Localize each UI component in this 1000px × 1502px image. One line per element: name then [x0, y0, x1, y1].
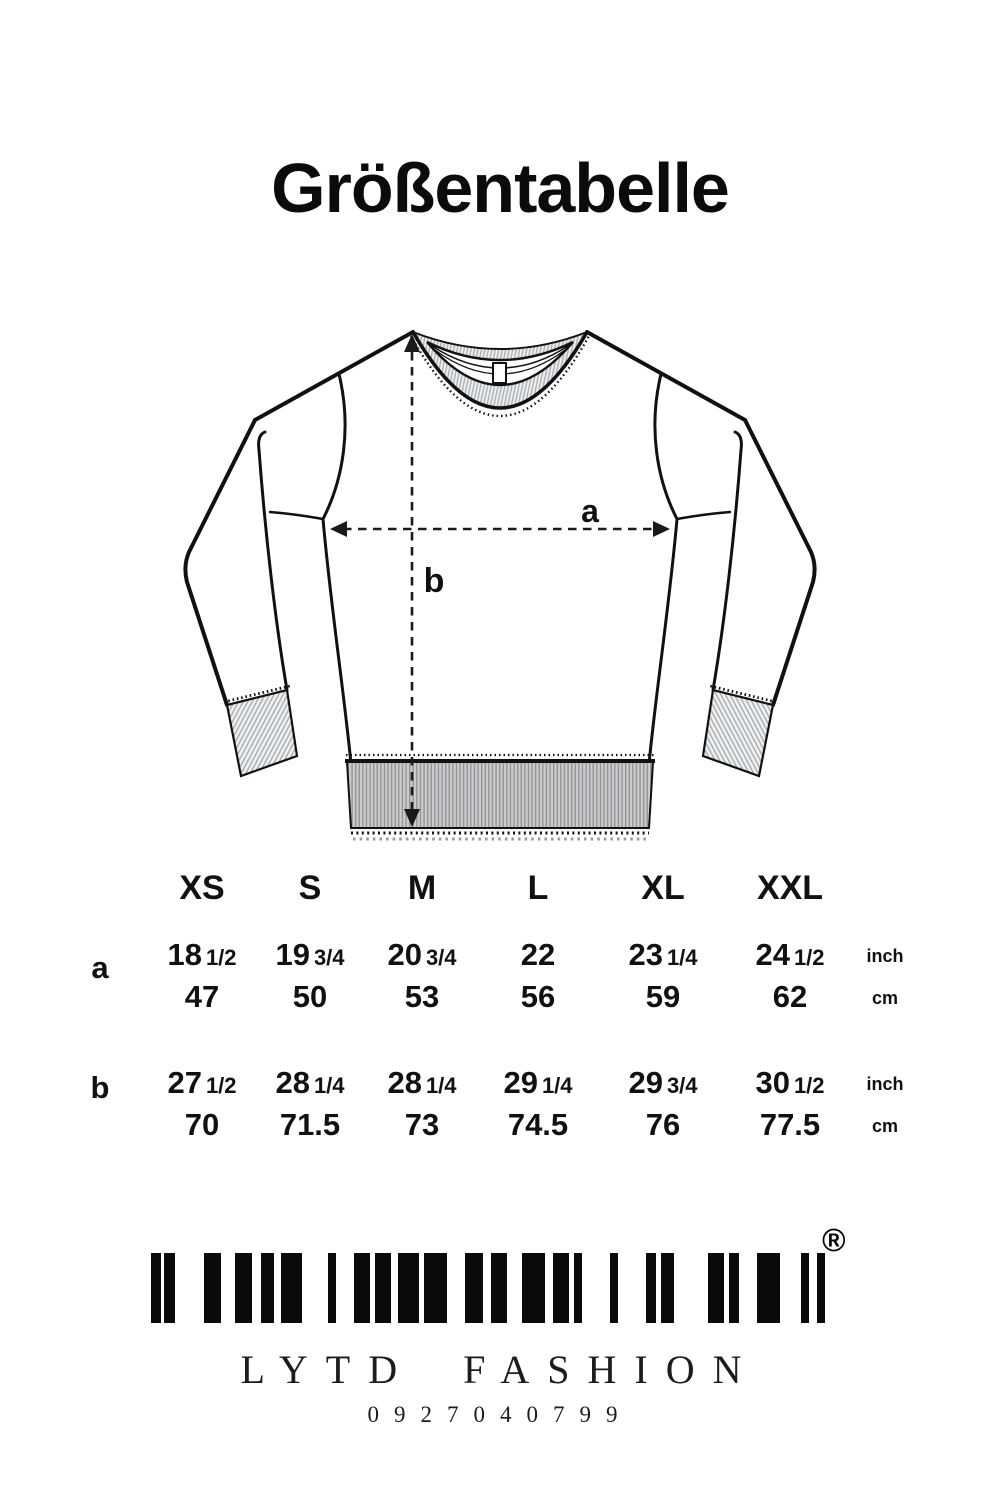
- barcode-bar: [164, 1253, 175, 1323]
- size-value: 47: [184, 979, 220, 1014]
- barcode-bar: [465, 1253, 483, 1323]
- size-header: XS: [179, 869, 225, 907]
- size-value: 71.5: [279, 1107, 341, 1142]
- barcode-bar: [151, 1253, 161, 1323]
- length-label: b: [423, 562, 445, 600]
- unit-label: cm: [871, 988, 898, 1008]
- barcode-bar: [646, 1253, 656, 1323]
- barcode-bar: [801, 1253, 809, 1323]
- size-header-row: [60, 866, 928, 908]
- barcode-bar: [729, 1253, 739, 1323]
- barcode-bar: [328, 1253, 336, 1323]
- size-value: 22: [520, 937, 556, 972]
- row-a-cm-values: [60, 973, 928, 1015]
- unit-label: inch: [866, 946, 904, 966]
- unit-label: inch: [866, 1074, 904, 1094]
- size-header: XL: [641, 869, 685, 907]
- size-value: 56: [520, 979, 556, 1014]
- size-value: 29 3/4: [628, 1065, 698, 1100]
- size-value: 28 1/4: [275, 1065, 345, 1100]
- sweater-diagram: [175, 300, 825, 845]
- size-value: 29 1/4: [503, 1065, 573, 1100]
- collar: [411, 332, 589, 416]
- row-label-a: a: [91, 950, 109, 985]
- barcode-bar: [574, 1253, 582, 1323]
- size-value: 24 1/2: [755, 937, 825, 972]
- cuff-left: [224, 686, 297, 776]
- barcode-bar: [424, 1253, 447, 1323]
- length-arrow: [404, 334, 444, 827]
- sweater-sleeves: [185, 420, 814, 705]
- row-label-b: b: [90, 1070, 110, 1105]
- unit-label: cm: [871, 1116, 898, 1136]
- size-value: 18 1/2: [167, 937, 237, 972]
- size-value: 53: [404, 979, 440, 1014]
- size-header: S: [298, 869, 322, 907]
- size-header: XXL: [756, 869, 824, 907]
- row-b-inch-values: [60, 1059, 928, 1101]
- size-value: 27 1/2: [167, 1065, 237, 1100]
- registered-trademark-icon: ®: [822, 1222, 846, 1258]
- size-value: 70: [184, 1107, 220, 1142]
- neck-tag: [493, 363, 506, 383]
- product-code: 0927040799: [367, 1402, 633, 1427]
- barcode-bar: [261, 1253, 274, 1323]
- brand-name: LYTD FASHION: [240, 1347, 760, 1392]
- barcode-bar: [708, 1253, 724, 1323]
- barcode-bar: [354, 1253, 370, 1323]
- barcode-bar: [757, 1253, 780, 1323]
- row-a-inch-values: [60, 931, 928, 973]
- width-label: a: [581, 493, 599, 529]
- size-value: 74.5: [507, 1107, 569, 1142]
- barcode: [151, 1253, 825, 1323]
- hem-band: [345, 755, 655, 839]
- size-value: 20 3/4: [387, 937, 457, 972]
- barcode-bar: [610, 1253, 618, 1323]
- barcode-bar: [522, 1253, 545, 1323]
- size-value: 77.5: [759, 1107, 821, 1142]
- size-value: 28 1/4: [387, 1065, 457, 1100]
- size-value: 50: [292, 979, 328, 1014]
- page-title: Größentabelle: [271, 149, 729, 227]
- size-value: 23 1/4: [628, 937, 698, 972]
- size-value: 59: [645, 979, 681, 1014]
- size-header: M: [407, 869, 437, 907]
- size-value: 62: [772, 979, 808, 1014]
- unit-label: [842, 902, 928, 908]
- barcode-bar: [817, 1253, 825, 1323]
- size-value: 19 3/4: [275, 937, 345, 972]
- size-value: 76: [645, 1107, 681, 1142]
- cuff-right: [703, 686, 776, 776]
- barcode-bar: [235, 1253, 252, 1323]
- size-value: 73: [404, 1107, 440, 1142]
- width-arrow: [330, 493, 670, 537]
- barcode-bar: [204, 1253, 221, 1323]
- size-value: 30 1/2: [755, 1065, 825, 1100]
- barcode-bar: [491, 1253, 507, 1323]
- barcode-bar: [553, 1253, 569, 1323]
- barcode-bar: [661, 1253, 674, 1323]
- row-b-cm-values: [60, 1101, 928, 1143]
- barcode-bar: [281, 1253, 302, 1323]
- barcode-bar: [398, 1253, 419, 1323]
- barcode-bar: [375, 1253, 391, 1323]
- size-header: L: [527, 869, 549, 907]
